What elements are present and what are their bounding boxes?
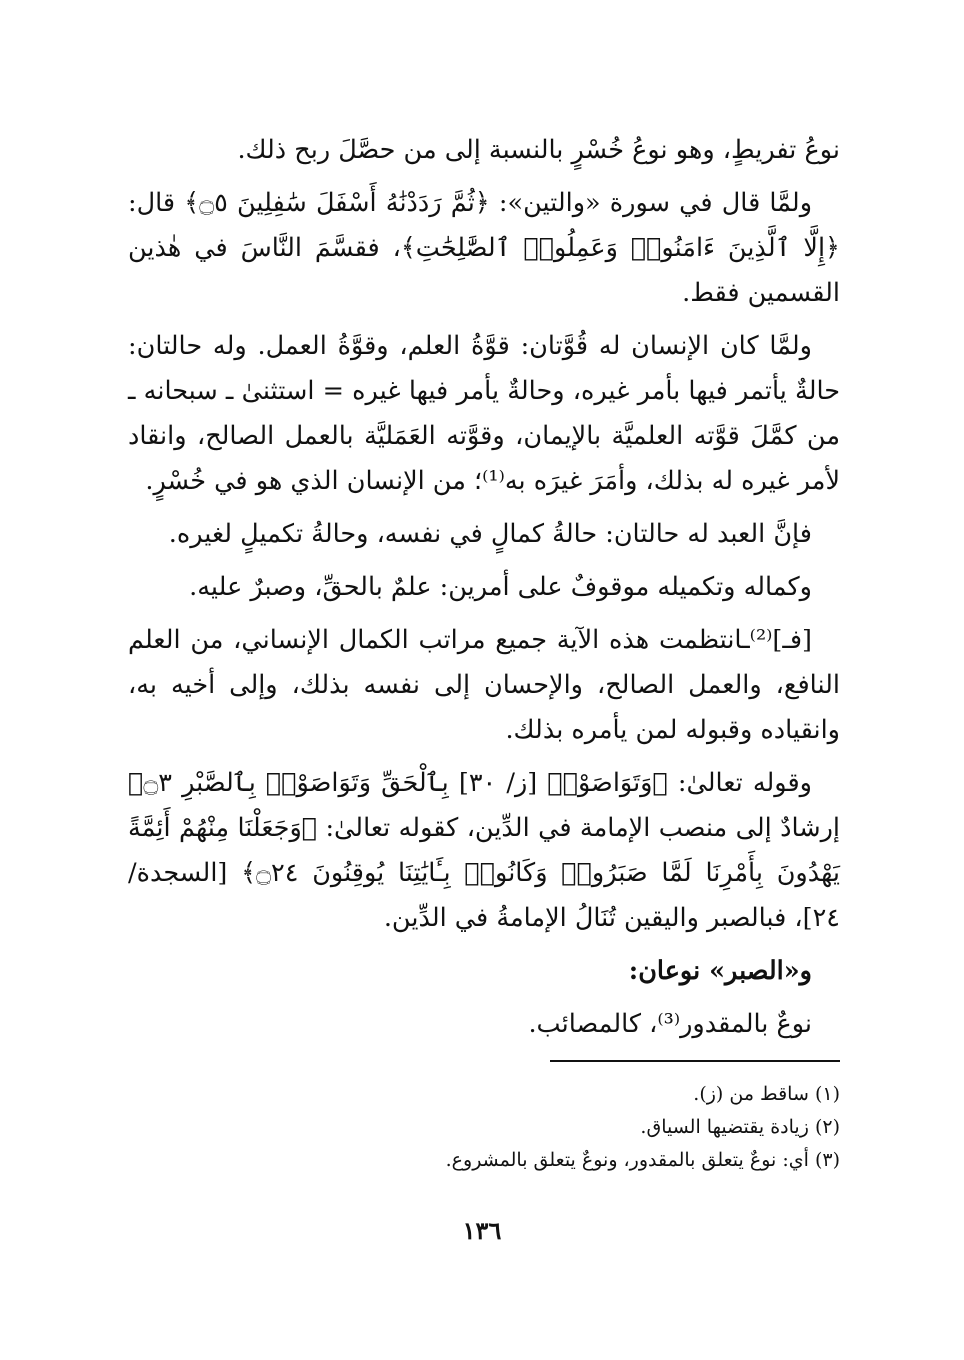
footnote-text: أي: نوعٌ يتعلق بالمقدور، ونوعٌ يتعلق بالمشروع. (445, 1149, 809, 1171)
paragraph-1: نوعُ تفريطٍ، وهو نوعُ خُسْرٍ بالنسبة إلى من حصَّلَ ربح ذلك. (237, 135, 840, 165)
paragraph-3: ولمَّا كان الإنسان له قُوَّتان: قوَّةُ العلم، وقوَّةُ العمل. وله حالتان: حالةٌ يأتمر فيها بأمر غيره، وحالةٌ يأمر فيها غيره = استثنىٰ ـ سبحانه ـ من كمَّلَ قوَّته العلميَّة بالإيمان، وقوَّته العَمَليَّة بالعمل الصالح، وانقاد لأمر غيره له بذلك، وأمَرَ غيرَه به⁽¹⁾؛ من الإنسان الذي هو في خُسْرٍ. (128, 331, 840, 496)
footnote-separator (550, 1060, 840, 1062)
footnote-text: زيادة يقتضيها السياق. (640, 1116, 809, 1138)
footnote-text: ساقط من (ز). (693, 1083, 809, 1105)
footnote-1 (128, 1078, 840, 1111)
page-number: ١٣٦ (462, 1216, 502, 1245)
footnote-2 (128, 1111, 840, 1144)
footnotes (128, 1078, 840, 1177)
footnote-3 (128, 1144, 840, 1177)
paragraph-4: فإنَّ العبد له حالتان: حالةُ كمالٍ في نفسه، وحالةُ تكميلٍ لغيره. (168, 519, 812, 549)
footnote-number: (١) (814, 1083, 840, 1105)
paragraph-7: وقوله تعالىٰ: ﴿وَتَوَاصَوْا۟ [ز/ ٣٠] بِٱلْحَقِّ وَتَوَاصَوْا۟ بِٱلصَّبْرِ ۝٣﴾ إرشادٌ إلى منصب الإمامة في الدِّين، كقوله تعالىٰ: ﴿وَجَعَلْنَا مِنْهُمْ أَئِمَّةً يَهْدُونَ بِأَمْرِنَا لَمَّا صَبَرُوا۟ وَكَانُوا۟ بِـَٔايَٰتِنَا يُوقِنُونَ ۝٢٤﴾ [السجدة/ ٢٤]، فبالصبر واليقين تُنَالُ الإمامةُ في الدِّين. (128, 768, 840, 933)
heading-sabr-types: و«الصبر» نوعان: (628, 956, 812, 986)
main-text (128, 128, 840, 1055)
paragraph-9: نوعٌ بالمقدور⁽³⁾، كالمصائب. (528, 1009, 812, 1039)
footnote-number: (٢) (814, 1116, 840, 1138)
footnote-number: (٣) (814, 1149, 840, 1171)
paragraph-6: [فـ]⁽²⁾ـانتظمت هذه الآية جميع مراتب الكمال الإنساني، من العلم النافع، والعمل الصالح، والإحسان إلى نفسه بذلك، وإلى أخيه به، وانقياده وقبوله لمن يأمره بذلك. (128, 625, 840, 745)
paragraph-2: ولمَّا قال في سورة «والتين»: ﴿ثُمَّ رَدَدْنَٰهُ أَسْفَلَ سَٰفِلِينَ ۝٥﴾ قال: ﴿إِلَّا ٱلَّذِينَ ءَامَنُوا۟ وَعَمِلُوا۟ ٱلصَّٰلِحَٰتِ﴾، فقسَّمَ النَّاسَ في هٰذين القسمين فقط. (128, 188, 840, 308)
paragraph-5: وكماله وتكميله موقوفٌ على أمرين: علمٌ بالحقِّ، وصبرٌ عليه. (189, 572, 812, 602)
